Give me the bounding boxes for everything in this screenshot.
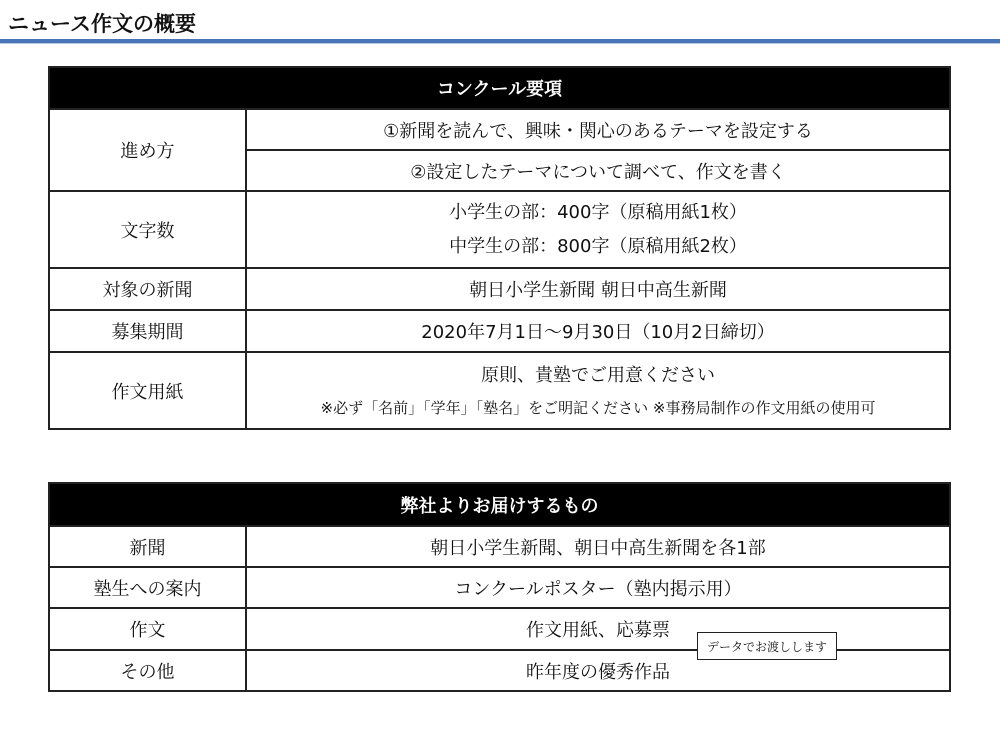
contest-table: [48, 66, 951, 430]
delivery-table-header: 弊社よりお届けするもの: [49, 483, 950, 526]
row-label-period: 募集期間: [49, 310, 246, 352]
method-step-2: ②設定したテーマについて調べて、作文を書く: [246, 150, 950, 191]
title-underline: [0, 39, 1000, 44]
student-guide-value: コンクールポスター（塾内掲示用）: [246, 567, 950, 608]
paper-cell: [246, 352, 950, 429]
row-label-word-count: 文字数: [49, 191, 246, 268]
contest-table-header: コンクール要項: [49, 67, 950, 109]
word-count-cell: [246, 191, 950, 268]
row-label-student-guide: 塾生への案内: [49, 567, 246, 608]
method-step-1: ①新聞を読んで、興味・関心のあるテーマを設定する: [246, 109, 950, 150]
newspaper-value: 朝日小学生新聞、朝日中高生新聞を各1部: [246, 526, 950, 567]
delivery-table: [48, 482, 951, 692]
other-value: 昨年度の優秀作品: [246, 650, 950, 691]
row-label-other: その他: [49, 650, 246, 691]
target-newspaper-value: 朝日小学生新聞 朝日中高生新聞: [246, 268, 950, 310]
row-label-essay: 作文: [49, 608, 246, 650]
paper-main-text: 原則、貴塾でご用意ください: [481, 364, 715, 386]
row-label-target-newspaper: 対象の新聞: [49, 268, 246, 310]
word-count-junior-high: 中学生の部：800字（原稿用紙2枚）: [449, 235, 747, 257]
row-label-method: 進め方: [49, 109, 246, 191]
period-value: 2020年7月1日～9月30日（10月2日締切）: [246, 310, 950, 352]
paper-note-text: ※必ず「名前」「学年」「塾名」をご明記ください ※事務局制作の作文用紙の使用可: [320, 398, 876, 417]
essay-value: 作文用紙、応募票: [246, 608, 950, 650]
word-count-elementary: 小学生の部：400字（原稿用紙1枚）: [449, 201, 747, 223]
data-delivery-note: データでお渡しします: [697, 632, 837, 660]
page-title: ニュース作文の概要: [8, 12, 196, 36]
row-label-newspaper: 新聞: [49, 526, 246, 567]
row-label-paper: 作文用紙: [49, 352, 246, 429]
